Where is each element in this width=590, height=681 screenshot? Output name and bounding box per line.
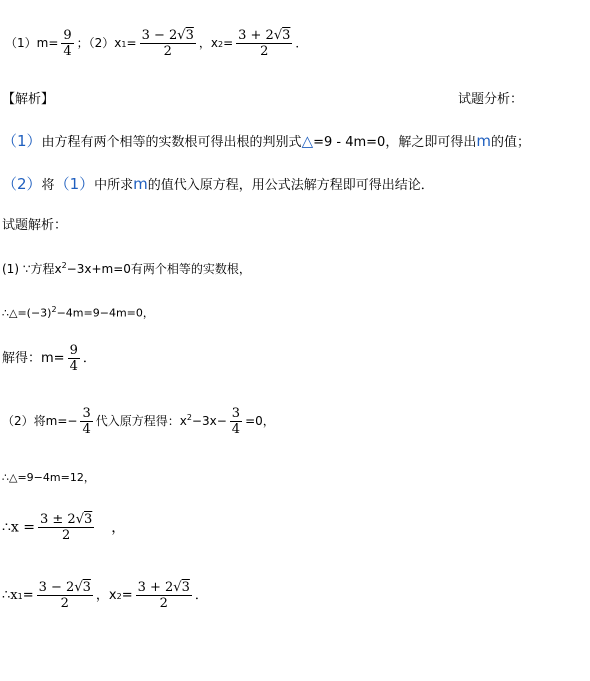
x1-subscript: 1 [121, 40, 127, 49]
solution-step-1: (1) ∵方程$x^2-3x+m=0$有两个相等的实数根， [2, 261, 251, 276]
solution-step-4: （2）将m=− $\frac{3}{4}$ 代入原方程得：$x^2-3x-$ $\frac{3}{4}$ =0， [2, 406, 275, 437]
x2-equals: = [223, 36, 234, 50]
s3-fraction: $\frac{9}{4}$ [69, 343, 78, 374]
solution-step-2: $\therefore\triangle=(-3)^2-4m=9-4m=0$， [2, 305, 154, 320]
x2-radicand: 3 [282, 28, 291, 43]
analysis-header: 【解析】 [2, 92, 55, 107]
x2-fraction: $\frac{3 + 2√3}{2}$ [238, 28, 291, 59]
x1-equals: = [126, 36, 137, 50]
s4-fraction-1: $\frac{3}{4}$ [82, 406, 91, 437]
solution-step-5: ∴△=9−4m=12， [2, 471, 95, 484]
solution-header: 试题解析： [2, 218, 68, 233]
m-fraction: $\frac{9}{4}$ [63, 28, 72, 59]
s4-fraction-2: $\frac{3}{4}$ [231, 406, 241, 437]
answer-part1-label: （1）m= [5, 36, 59, 50]
answer-end: ． [295, 36, 308, 50]
solution-step-7: ∴x1= $\frac{3 - 2√3}{2}$ ，x2= $\frac{3 + 2√3}{2}$ ． [2, 580, 208, 611]
x2-subscript: 2 [217, 40, 224, 49]
x2-denominator: 2 [236, 43, 292, 59]
analysis-line-1: （1）由方程有两个相等的实数根可得出根的判别式△=9 - 4m=0，解之即可得出m的值； [2, 132, 530, 150]
answer-line [5, 28, 307, 59]
s7-fraction-1: $\frac{3 - 2√3}{2}$ [38, 580, 91, 611]
x1-radicand: 3 [185, 28, 194, 43]
solution-step-6: ∴x = $\frac{3 \pm 2√3}{2}$ ， [2, 512, 126, 543]
x1-numerator: 3 − 2 [141, 28, 178, 43]
x1-fraction: $\frac{3 - 2√3}{2}$ [141, 28, 194, 59]
answer-comma: ，x [198, 36, 218, 50]
solution-step-3: 解得：m= $\frac{9}{4}$ ． [2, 343, 96, 374]
s6-fraction: $\frac{3 \pm 2√3}{2}$ [39, 512, 93, 543]
x2-numerator: 3 + 2 [238, 28, 274, 43]
s7-fraction-2: $\frac{3 + 2√3}{2}$ [137, 580, 190, 611]
topic-analysis-label: 试题分析： [458, 92, 524, 107]
answer-separator: ；（2）x [76, 36, 122, 50]
analysis-line-2: （2）将（1）中所求m的值代入原方程，用公式法解方程即可得出结论． [2, 175, 434, 193]
x1-denominator: 2 [140, 43, 196, 59]
